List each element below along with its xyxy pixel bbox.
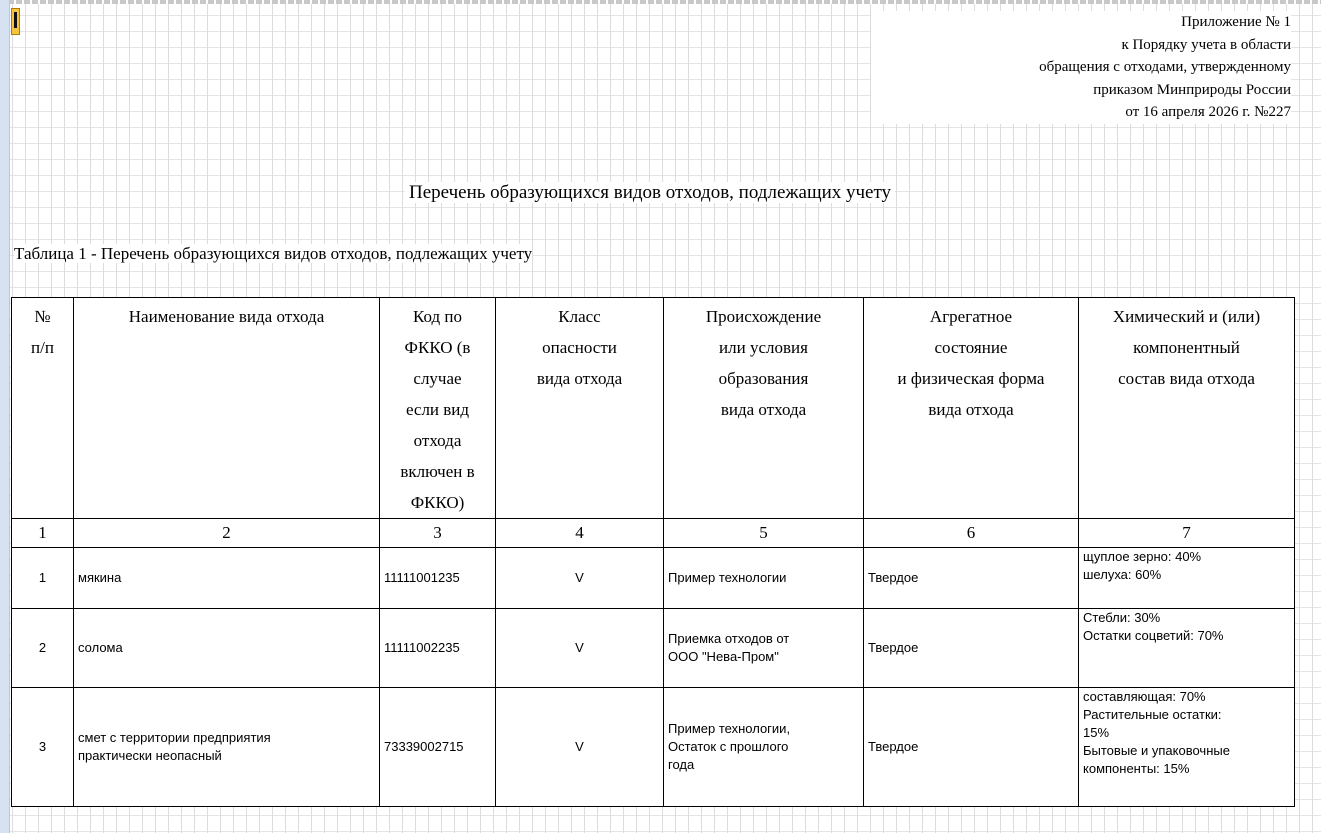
waste-name-cell[interactable]: смет с территории предприятия практически неопасный <box>74 688 380 807</box>
fkko-code-cell[interactable]: 11111001235 <box>380 548 496 609</box>
hazard-class-cell[interactable]: V <box>496 609 664 688</box>
cell-cursor-marker[interactable] <box>11 8 20 35</box>
hazard-class-cell[interactable]: V <box>496 548 664 609</box>
row-number-cell[interactable]: 3 <box>12 688 74 807</box>
fkko-code-cell[interactable]: 11111002235 <box>380 609 496 688</box>
column-number-cell: 5 <box>664 519 864 548</box>
origin-cell[interactable]: Пример технологии <box>664 548 864 609</box>
appendix-header <box>871 11 1291 124</box>
column-header-4: Класс опасности вида отхода <box>496 298 664 519</box>
table-row <box>12 548 1295 609</box>
column-header-5: Происхождение или условия образования вида отхода <box>664 298 864 519</box>
document-title <box>100 182 1200 204</box>
appendix-line: обращения с отходами, утвержденному <box>1039 59 1291 75</box>
table-row <box>12 609 1295 688</box>
table-caption <box>14 244 532 264</box>
column-header-6: Агрегатное состояние и физическая форма вида отхода <box>864 298 1079 519</box>
waste-name-cell[interactable]: солома <box>74 609 380 688</box>
table-caption-text: Таблица 1 - Перечень образующихся видов отходов, подлежащих учету <box>14 244 533 263</box>
composition-cell[interactable]: щуплое зерно: 40% шелуха: 60% <box>1079 548 1295 609</box>
column-number-cell: 6 <box>864 519 1079 548</box>
column-number-cell: 4 <box>496 519 664 548</box>
origin-cell[interactable]: Пример технологии, Остаток с прошлого года <box>664 688 864 807</box>
column-header-2: Наименование вида отхода <box>74 298 380 519</box>
top-ruler <box>0 0 1321 4</box>
composition-cell[interactable]: составляющая: 70% Растительные остатки: 15% Бытовые и упаковочные компоненты: 15% <box>1079 688 1295 807</box>
composition-cell[interactable]: Стебли: 30% Остатки соцветий: 70% <box>1079 609 1295 688</box>
appendix-line: приказом Минприроды России <box>1093 81 1291 98</box>
waste-table <box>11 297 1295 807</box>
appendix-line: от 16 апреля 2026 г. №227 <box>1125 104 1291 120</box>
aggregate-state-cell[interactable]: Твердое <box>864 688 1079 807</box>
aggregate-state-cell[interactable]: Твердое <box>864 548 1079 609</box>
column-header-7: Химический и (или) компонентный состав вида отхода <box>1079 298 1295 519</box>
column-number-cell: 3 <box>380 519 496 548</box>
hazard-class-cell[interactable]: V <box>496 688 664 807</box>
fkko-code-cell[interactable]: 73339002715 <box>380 688 496 807</box>
aggregate-state-cell[interactable]: Твердое <box>864 609 1079 688</box>
appendix-line: Приложение № 1 <box>1181 14 1291 30</box>
table-header-row <box>12 298 1295 519</box>
column-header-1: № п/п <box>12 298 74 519</box>
left-ruler <box>0 0 10 833</box>
row-number-cell[interactable]: 2 <box>12 609 74 688</box>
waste-name-cell[interactable]: мякина <box>74 548 380 609</box>
column-header-3: Код по ФККО (в случае если вид отхода включен в ФККО) <box>380 298 496 519</box>
column-number-cell: 1 <box>12 519 74 548</box>
appendix-line: к Порядку учета в области <box>1121 36 1291 53</box>
column-number-cell: 2 <box>74 519 380 548</box>
origin-cell[interactable]: Приемка отходов от ООО "Нева-Пром" <box>664 609 864 688</box>
column-number-row <box>12 519 1295 548</box>
row-number-cell[interactable]: 1 <box>12 548 74 609</box>
column-number-cell: 7 <box>1079 519 1295 548</box>
document-title-text: Перечень образующихся видов отходов, подлежащих учету <box>405 182 895 203</box>
table-row <box>12 688 1295 807</box>
